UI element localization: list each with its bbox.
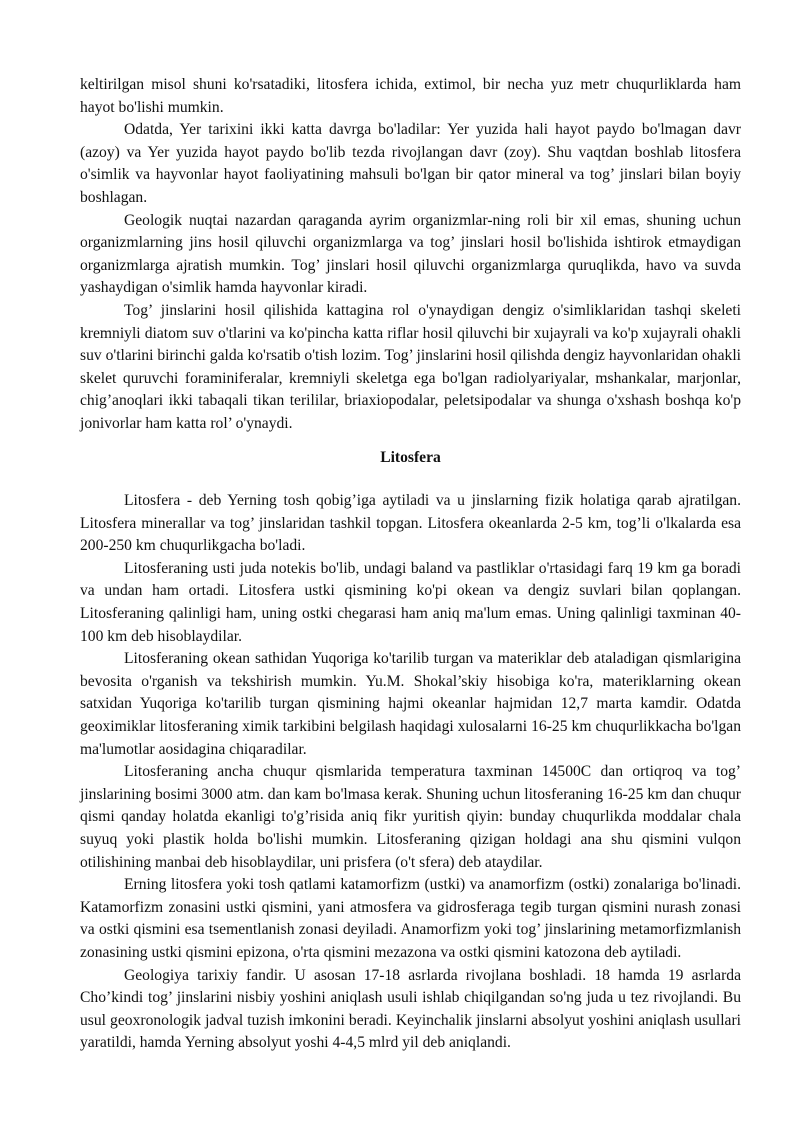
paragraph-9: Erning litosfera yoki tosh qatlami katamorfizm (ustki) va anamorfizm (ostki) zonalariga bo'linadi. Katamorfizm zonasini ustki qismini, yani atmosfera va gidrosferaga tegib turgan qismini nurash zonasi va ostki qismini esa tsementlanish zonasi deyiladi. Anamorfizm yoki tog’ jinslarining metamorfizmlanish zonasining ustki qismini epizona, o'rta qismini mezazona va ostki qismini katozona deb aytiladi. (80, 876, 741, 961)
paragraph-5: Litosfera - deb Yerning tosh qobig’iga aytiladi va u jinslarning fizik holatiga qarab ajratilgan. Litosfera minerallar va tog’ jinslaridan tashkil topgan. Litosfera okeanlarda 2-5 km, tog’li o'lkalarda esa 200-250 km chuqurlikgacha bo'ladi. (80, 492, 741, 555)
paragraph-8: Litosferaning ancha chuqur qismlarida temperatura taxminan 14500C dan ortiqroq va tog’ jinslarining bosimi 3000 atm. dan kam bo'lmasa kerak. Shuning uchun litosferaning 16-25 km dan chuqur qismi qanday holatda ekanligi to'g’risida aniq fikr yuritish qiyin: bunday chuqurlikda moddalar chala suyuq yoki plastik holda bo'lishi mumkin. Litosferaning qizigan holdagi ana shu qismini vulqon otilishining manbai deb hisoblaydilar, uni prisfera (o't sfera) deb ataydilar. (80, 763, 741, 871)
paragraph-1: keltirilgan misol shuni ko'rsatadiki, litosfera ichida, extimol, bir necha yuz metr chuqurliklarda ham hayot bo'lishi mumkin. (80, 76, 741, 116)
paragraph-3: Geologik nuqtai nazardan qaraganda ayrim organizmlar-ning roli bir xil emas, shuning uchun organizmlarning jins hosil qiluvchi organizmlarga va tog’ jinslari hosil bo'lishida ishtirok etmaydigan organizmlarga ajratish mumkin. Tog’ jinslari hosil qiluvchi organizmlarga quruqlikda, havo va suvda yashaydigan o'simlik hamda hayvonlar kiradi. (80, 211, 741, 297)
paragraph-7: Litosferaning okean sathidan Yuqoriga ko'tarilib turgan va materiklar deb ataladigan qismlarigina bevosita o'rganish va tekshirish mumkin. Yu.M. Shokal’skiy hisobiga ko'ra, materiklarning okean satxidan Yuqoriga ko'tarilib turgan qismining hajmi okeanlar hajmidan 12,7 marta kamdir. Odatda geoximiklar litosferaning ximik tarkibini belgilash haqidagi xulosalarni 16-25 km chuqurlikkacha bo'lgan ma'lumotlar aosidagina chiqaradilar. (80, 650, 741, 758)
paragraph-6: Litosferaning usti juda notekis bo'lib, undagi baland va pastliklar o'rtasidagi farq 19 km ga boradi va undan ham ortadi. Litosfera ustki qismining ko'pi okean va dengiz suvlari bilan qoplangan. Litosferaning qalinligi ham, uning ostki chegarasi ham aniq ma'lum emas. Uning qalinligi taxminan 40-100 km deb hisoblaydilar. (80, 559, 741, 645)
paragraph-10: Geologiya tarixiy fandir. U asosan 17-18 asrlarda rivojlana boshladi. 18 hamda 19 asrlarda Cho’kindi tog’ jinslarini nisbiy yoshini aniqlash usuli ishlab chiqilgandan so'ng juda u tez rivojlandi. Bu usul geoxronologik jadval tuzish imkonini beradi. Keyinchalik jinslarni absolyut yoshini aniqlash usullari yaratildi, hamda Yerning absolyut yoshi 4-4,5 mlrd yil deb aniqlandi. (80, 966, 741, 1052)
paragraph-2: Odatda, Yer tarixini ikki katta davrga bo'ladilar: Yer yuzida hali hayot paydo bo'lmagan davr (azoy) va Yer yuzida hayot paydo bo'lib tezda rivojlangan davr (zoy). Shu vaqtdan boshlab litosfera o'simlik va hayvonlar hayot faoliyatining mahsuli bo'lgan bir qator mineral va tog’ jinslari bilan boyiy boshlagan. (80, 121, 741, 206)
section-heading: Litosfera (380, 448, 441, 466)
paragraph-4: Tog’ jinslarini hosil qilishida kattagina rol o'ynaydigan dengiz o'simliklaridan tashqi skeleti kremniyli diatom suv o'tlarini va ko'pincha katta riflar hosil qiluvchi bir xujayrali va ko'p xujayrali ohakli suv o'tlarini birinchi galda ko'rsatib o'tish lozim. Tog’ jinslarini hosil qilishda dengiz hayvonlaridan ohakli skelet quruvchi foraminiferalar, kremniyli skeletga ega bo'lgan radiolyariyalar, mshankalar, marjonlar, chig’anoqlari ikki tabaqali tikan terililar, briaxiopodalar, peletsipodalar va shunga o'xshash boshqa ko'p jonivorlar ham katta rol’ o'ynaydi. (80, 301, 741, 432)
document-page (80, 74, 741, 1055)
